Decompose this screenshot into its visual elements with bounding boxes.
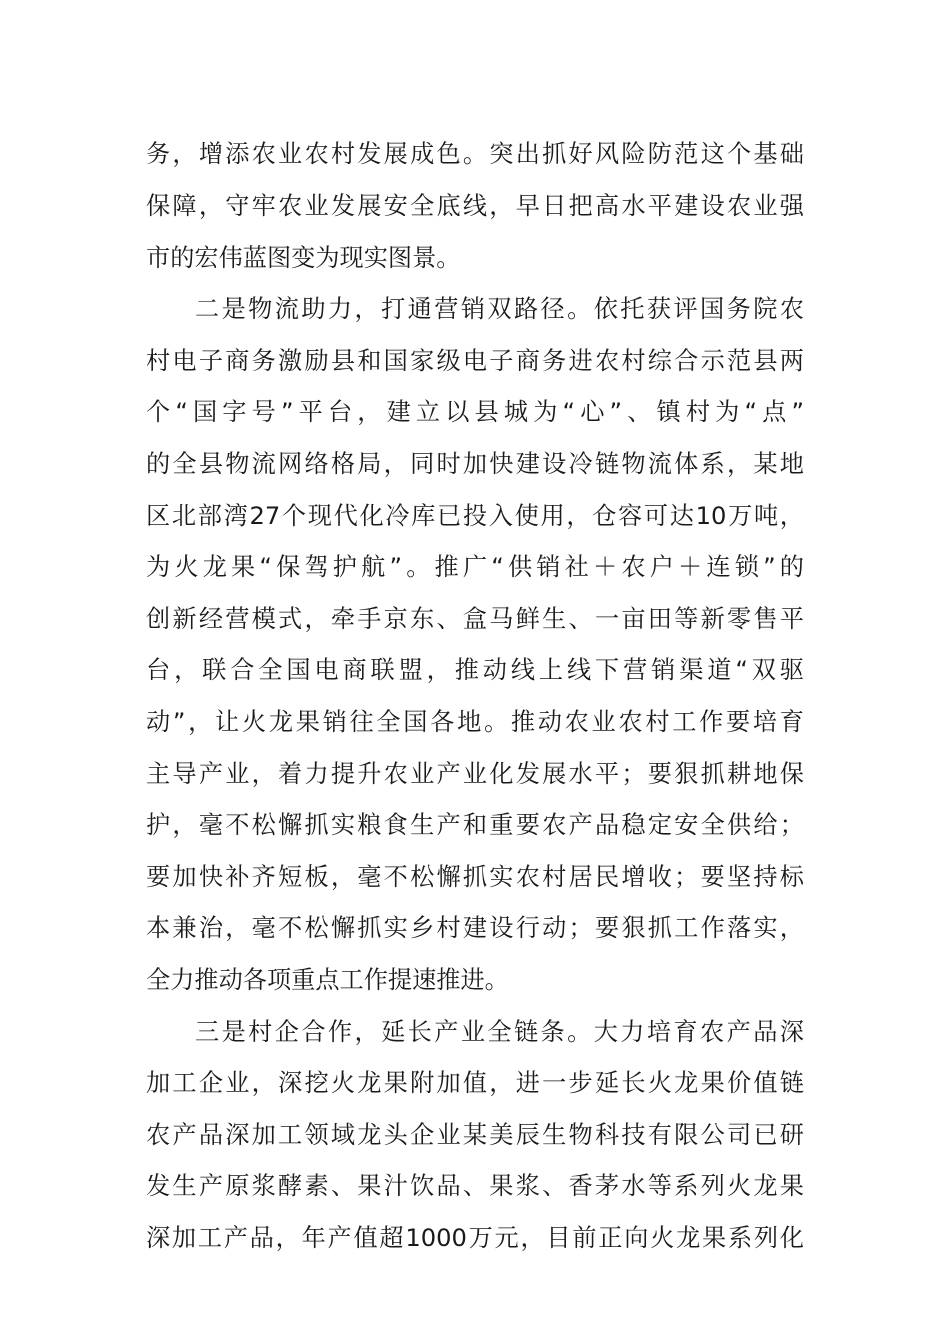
text-line-17: 全力推动各项重点工作提速推进。 — [146, 966, 509, 994]
text-line-1: 务，增添农业农村发展成色。突出抓好风险防范这个基础 — [146, 140, 804, 168]
text-line-5: 村电子商务激励县和国家级电子商务进农村综合示范县两 — [146, 347, 804, 375]
text-line-9: 为火龙果“保驾护航”。推广“供销社＋农户＋连锁”的 — [146, 553, 804, 581]
text-line-12: 动”，让火龙果销往全国各地。推动农业农村工作要培育 — [146, 708, 804, 736]
paragraph-2-first-line: 二是物流助力，打通营销双路径。依托获评国务院农 — [195, 295, 804, 323]
text-line-14: 护，毫不松懈抓实粮食生产和重要农产品稳定安全供给； — [146, 811, 804, 839]
text-line-20: 农产品深加工领域龙头企业某美辰生物科技有限公司已研 — [146, 1121, 804, 1149]
text-line-3: 市的宏伟蓝图变为现实图景。 — [146, 244, 461, 272]
text-line-6: 个“国字号”平台，建立以县城为“心”、镇村为“点” — [146, 398, 804, 426]
text-line-16: 本兼治，毫不松懈抓实乡村建设行动；要狠抓工作落实， — [146, 914, 804, 942]
text-line-15: 要加快补齐短板，毫不松懈抓实农村居民增收；要坚持标 — [146, 863, 804, 891]
text-line-2: 保障，守牢农业发展安全底线，早日把高水平建设农业强 — [146, 192, 804, 220]
text-line-22: 深加工产品，年产值超1000万元，目前正向火龙果系列化 — [146, 1224, 804, 1252]
text-line-19: 加工企业，深挖火龙果附加值，进一步延长火龙果价值链 — [146, 1069, 804, 1097]
text-line-7: 的全县物流网络格局，同时加快建设冷链物流体系，某地 — [146, 450, 804, 478]
text-line-10: 创新经营模式，牵手京东、盒马鲜生、一亩田等新零售平 — [146, 605, 804, 633]
text-line-11: 台，联合全国电商联盟，推动线上线下营销渠道“双驱 — [146, 656, 804, 684]
text-line-13: 主导产业，着力提升农业产业化发展水平；要狠抓耕地保 — [146, 760, 804, 788]
text-line-8: 区北部湾27个现代化冷库已投入使用，仓容可达10万吨， — [146, 502, 804, 530]
paragraph-3-first-line: 三是村企合作，延长产业全链条。大力培育农产品深 — [195, 1018, 804, 1046]
text-line-21: 发生产原浆酵素、果汁饮品、果浆、香茅水等系列火龙果 — [146, 1172, 804, 1200]
